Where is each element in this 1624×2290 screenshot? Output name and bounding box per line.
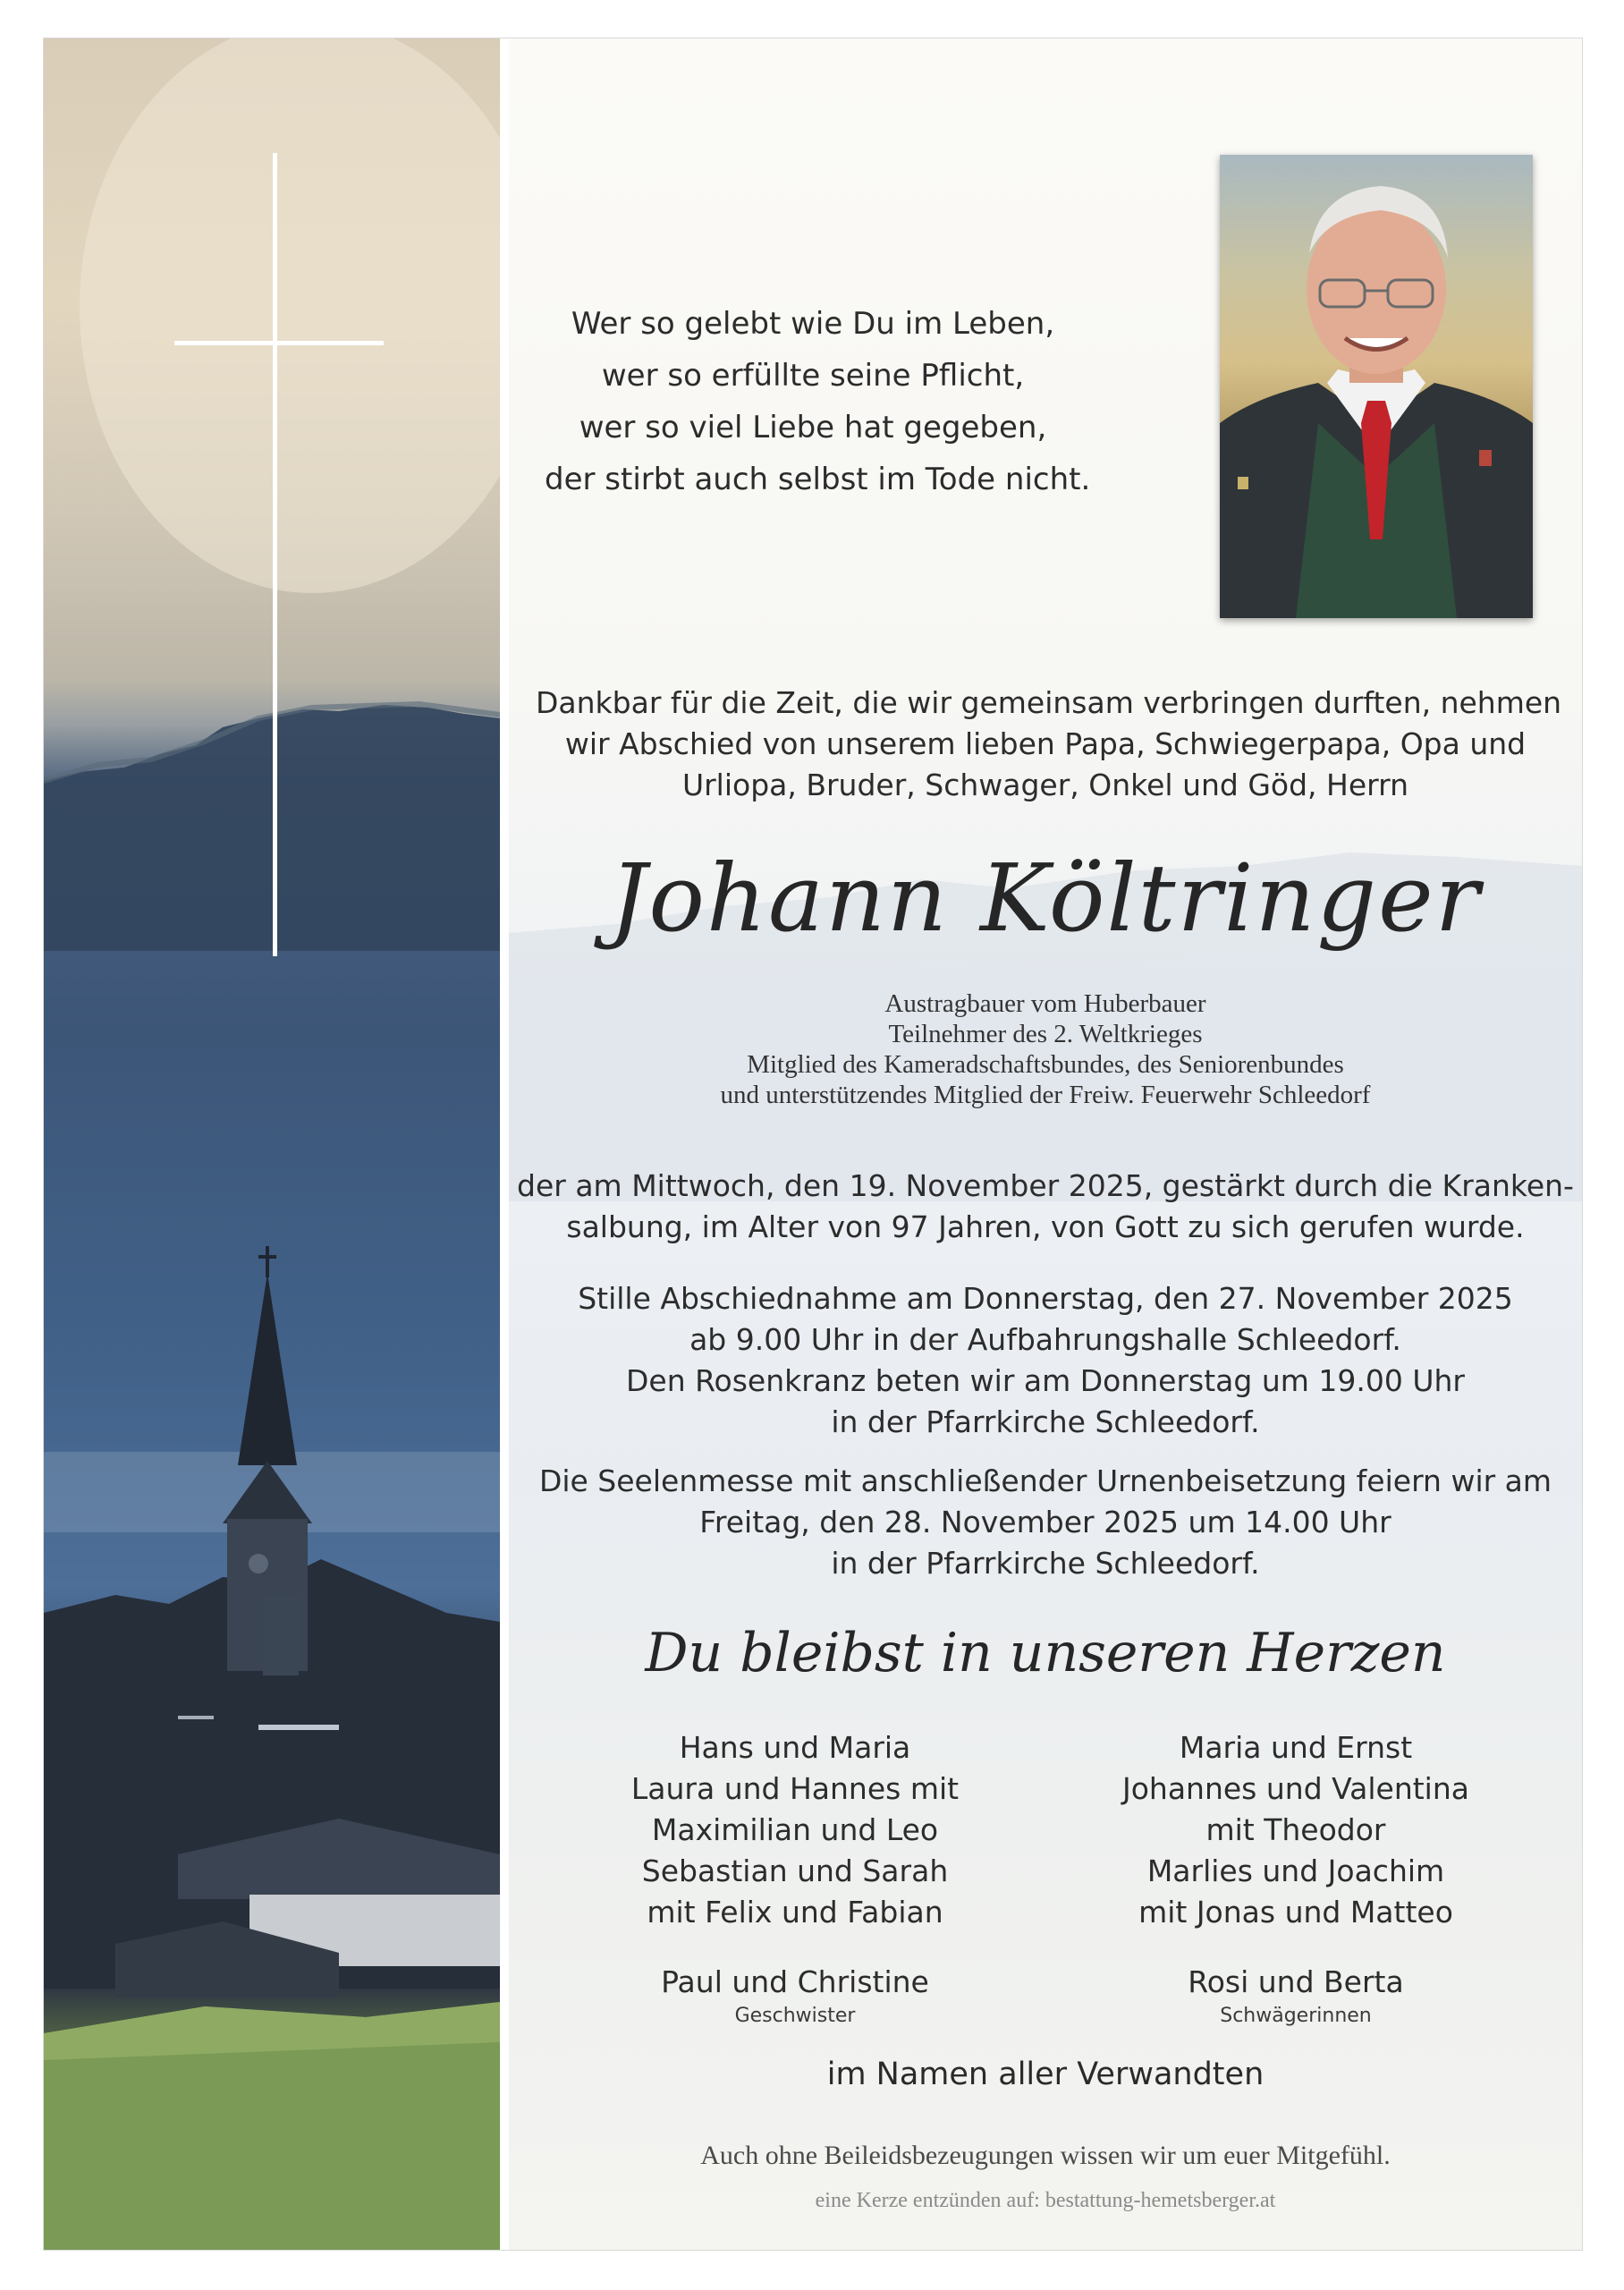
church-nave [263,1595,299,1675]
landscape-illustration [44,38,500,2250]
portrait-illustration [1220,155,1533,618]
mass-line: in der Pfarrkirche Schleedorf. [831,1546,1260,1581]
intro-line: Dankbar für die Zeit, die wir gemeinsam verbringen durften, nehmen [536,685,1562,720]
memorial-verse [545,298,1091,505]
verse-line: wer so viel Liebe hat gegeben, [579,410,1047,445]
obituary-card [43,38,1583,2251]
siblings-role: Geschwister [734,2005,856,2027]
mass-line: Die Seelenmesse mit anschließender Urnenbeisetzung feiern wir am [538,1463,1552,1498]
verse-line: der stirbt auch selbst im Tode nicht. [545,462,1091,497]
family-member: Johannes und Valentina [1121,1771,1469,1806]
forest-hill [44,705,500,951]
family-member: Hans und Maria [679,1730,911,1765]
portrait-photo [1220,155,1533,618]
title-line: Austragbauer vom Huberbauer [884,989,1206,1018]
event-line: ab 9.00 Uhr in der Aufbahrungshalle Schleedorf. [689,1322,1401,1357]
family-member: mit Felix und Fabian [647,1895,943,1930]
family-member: Maria und Ernst [1179,1730,1413,1765]
inlaws-group [1063,1962,1528,2030]
cross-icon [273,153,277,956]
family-list-right [1063,1727,1528,1933]
intro-line: Urliopa, Bruder, Schwager, Onkel und Göd, Herrn [681,768,1409,802]
verse-line: Wer so gelebt wie Du im Leben, [571,306,1055,342]
inlaws-role: Schwägerinnen [1220,2005,1372,2027]
siblings-group [562,1962,1028,2030]
siblings-names: Paul und Christine [661,1964,929,1999]
title-line: Mitglied des Kameradschaftsbundes, des Seniorenbundes [747,1050,1344,1079]
condolence-note: Auch ohne Beileidsbezeugungen wissen wir um euer Mitgefühl. [700,2141,1391,2170]
closing-line: im Namen aller Verwandten [826,2057,1265,2092]
death-line: salbung, im Alter von 97 Jahren, von Gott zu sich gerufen wurde. [566,1209,1525,1244]
family-member: Laura und Hannes mit [630,1771,960,1806]
requiem-mass [509,1461,1582,1584]
village-lights-2 [178,1716,214,1719]
family-member: Marlies und Joachim [1146,1853,1445,1888]
village-lights [258,1725,339,1730]
inlaws-names: Rosi und Berta [1188,1964,1404,1999]
event-line: Den Rosenkranz beten wir am Donnerstag um 19.00 Uhr [625,1363,1465,1398]
intro-line: wir Abschied von unserem lieben Papa, Schwiegerpapa, Opa und [564,726,1527,761]
death-line: der am Mittwoch, den 19. November 2025, gestärkt durch die Kranken- [517,1168,1574,1203]
family-list-left [562,1727,1028,1933]
family-member: Maximilian und Leo [651,1812,939,1847]
deceased-name: Johann Költringer [609,844,1482,953]
church-clock-icon [249,1554,268,1573]
family-member: Sebastian und Sarah [641,1853,949,1888]
cross-icon-bar [174,341,384,345]
panel-divider [500,38,509,2250]
family-member: mit Jonas und Matteo [1138,1895,1453,1930]
deceased-titles [509,988,1582,1110]
landscape-panel [44,38,500,2250]
sky-haze [80,38,500,593]
title-line: und unterstützendes Mitglied der Freiw. Feuerwehr Schleedorf [720,1081,1371,1109]
farewell-events [509,1278,1582,1443]
farewell-intro [536,683,1562,806]
mass-line: Freitag, den 28. November 2025 um 14.00 Uhr [699,1505,1391,1539]
church-spire [238,1273,297,1465]
death-notice [509,1166,1582,1248]
event-line: in der Pfarrkirche Schleedorf. [831,1404,1260,1439]
family-member: mit Theodor [1205,1812,1386,1847]
title-line: Teilnehmer des 2. Weltkrieges [888,1020,1203,1048]
verse-line: wer so erfüllte seine Pflicht, [601,358,1025,394]
candle-link[interactable]: eine Kerze entzünden auf: bestattung-hemetsberger.at [815,2189,1276,2212]
motto: Du bleibst in unseren Herzen [645,1622,1446,1684]
event-line: Stille Abschiednahme am Donnerstag, den 27. November 2025 [578,1281,1513,1316]
obituary-content [509,38,1582,2250]
